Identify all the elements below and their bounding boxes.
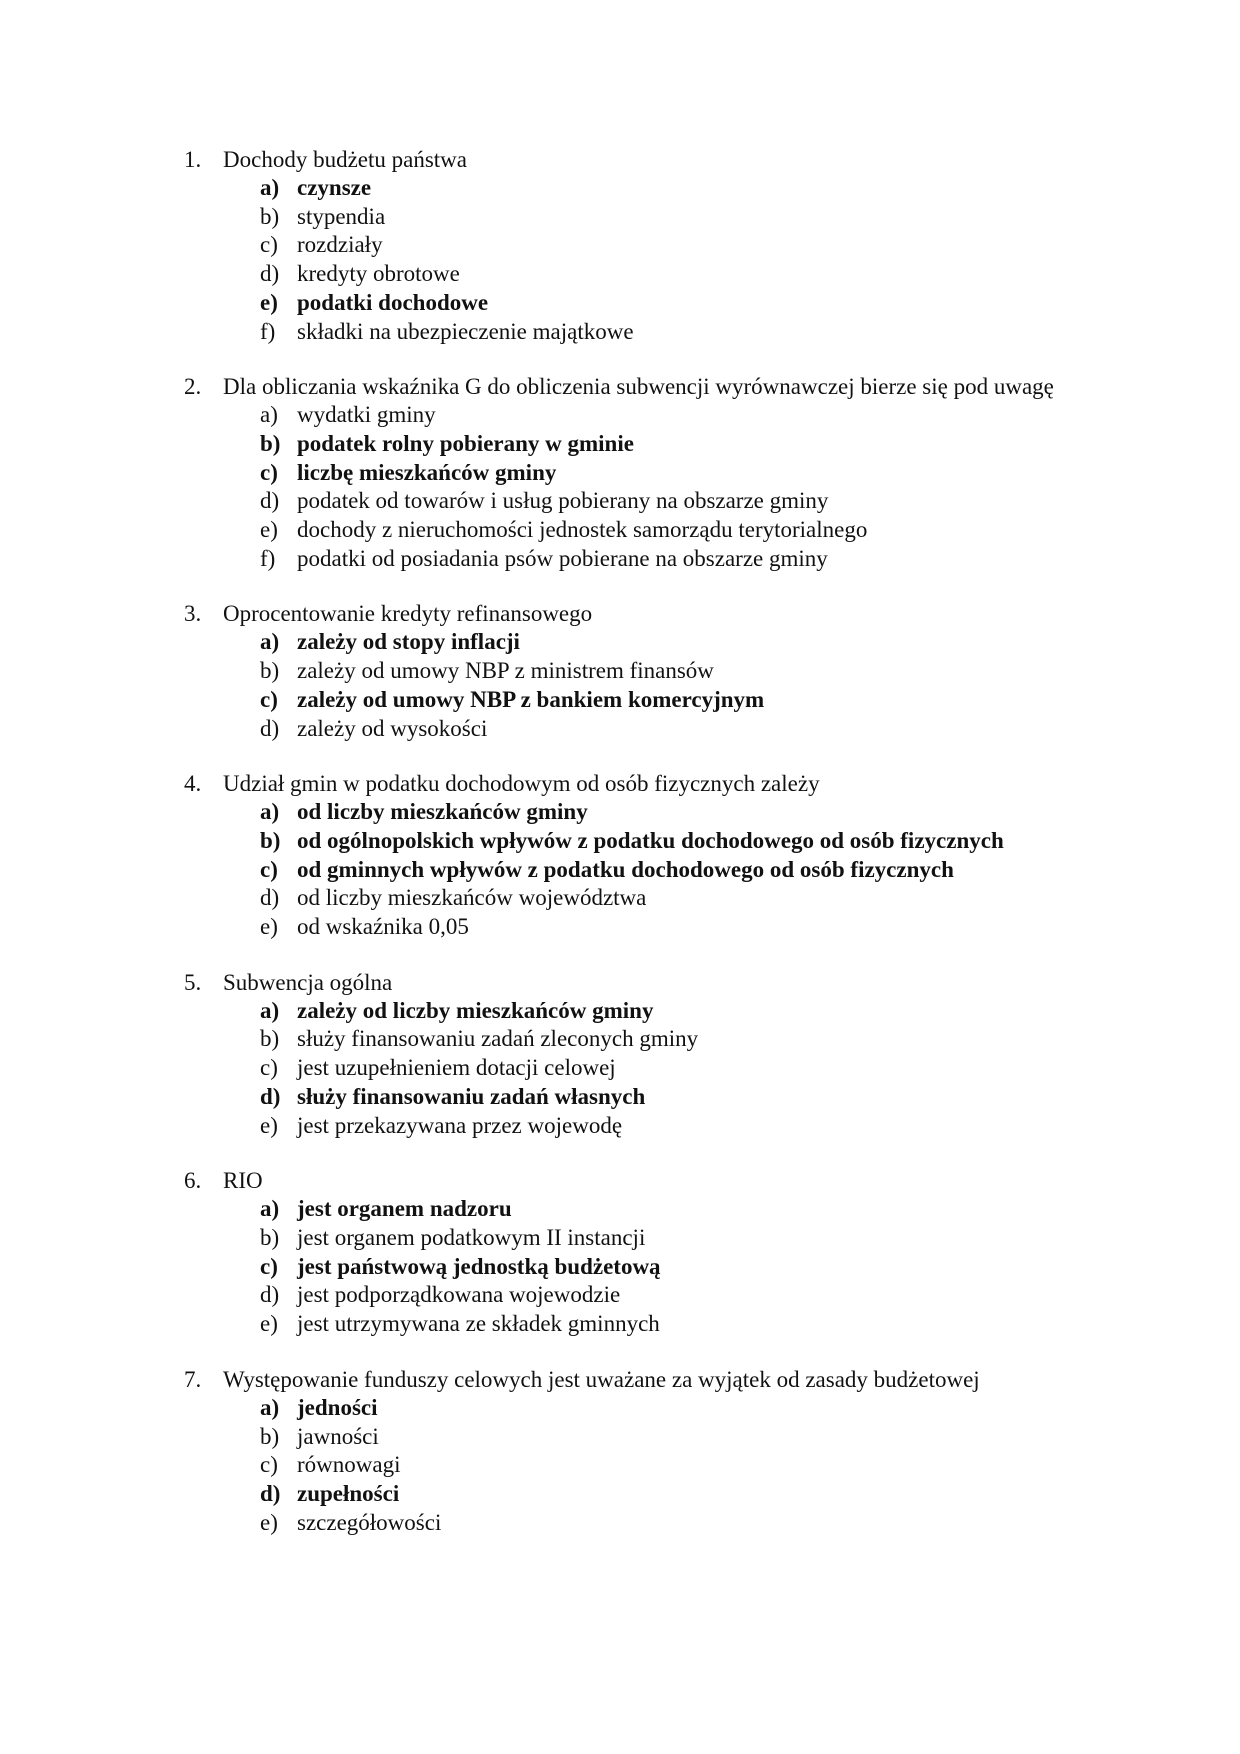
question-number: 2.	[184, 374, 202, 400]
answer-text: jawności	[297, 1423, 379, 1449]
answer-text: służy finansowaniu zadań zleconych gminy	[297, 1026, 699, 1052]
answer-letter: e)	[260, 1112, 278, 1138]
answer-text: zależy od umowy NBP z bankiem komercyjnym	[297, 686, 765, 712]
answer-text: podatki od posiadania psów pobierane na obszarze gminy	[297, 545, 828, 571]
answer-list	[184, 401, 1084, 573]
question-number: 1.	[184, 147, 202, 172]
question-item	[184, 1166, 1084, 1339]
answer-letter: d)	[260, 715, 280, 741]
answer-text: zupełności	[297, 1480, 400, 1506]
answer-option	[260, 401, 1084, 430]
question-number: 3.	[184, 601, 202, 627]
question-item	[184, 372, 1084, 573]
answer-option	[260, 1025, 1084, 1054]
answer-letter: f)	[260, 318, 276, 344]
answer-option	[260, 1509, 1084, 1538]
question-text: Dla obliczania wskaźnika G do obliczenia subwencji wyrównawczej bierze się pod uwagę	[223, 374, 1054, 400]
answer-text: rozdziały	[297, 232, 383, 258]
answer-text: jest przekazywana przez wojewodę	[297, 1112, 623, 1138]
answer-option	[260, 1423, 1084, 1452]
question-number: 6.	[184, 1168, 202, 1194]
question-text: Dochody budżetu państwa	[223, 147, 467, 172]
answer-text: stypendia	[297, 203, 386, 229]
answer-letter: d)	[260, 261, 280, 287]
answer-letter: d)	[260, 1282, 280, 1308]
answer-text: jest podporządkowana wojewodzie	[297, 1282, 621, 1308]
answer-option-correct	[260, 686, 1084, 715]
answer-letter: b)	[260, 1423, 280, 1449]
answer-option	[260, 715, 1084, 744]
answer-option	[260, 1224, 1084, 1253]
answer-text: jest organem podatkowym II instancji	[297, 1224, 646, 1250]
answer-option	[260, 1054, 1084, 1083]
answer-list	[184, 798, 1084, 942]
question-text: RIO	[223, 1168, 263, 1194]
answer-text: podatek rolny pobierany w gminie	[297, 430, 634, 456]
answer-letter: e)	[260, 1509, 278, 1535]
answer-option	[260, 1281, 1084, 1310]
answer-list	[184, 1195, 1084, 1339]
answer-letter: b)	[260, 1224, 280, 1250]
question-item	[184, 769, 1084, 942]
answer-text: od gminnych wpływów z podatku dochodowego od osób fizycznych	[297, 856, 954, 882]
answer-option	[260, 487, 1084, 516]
answer-text: jest państwową jednostką budżetową	[297, 1253, 661, 1279]
question-number: 5.	[184, 969, 202, 995]
answer-letter: d)	[260, 1480, 281, 1506]
answer-option-correct	[260, 289, 1084, 318]
answer-text: szczegółowości	[297, 1509, 442, 1535]
answer-option	[260, 260, 1084, 289]
answer-text: dochody z nieruchomości jednostek samorządu terytorialnego	[297, 517, 868, 543]
answer-option	[260, 1310, 1084, 1339]
answer-option-correct	[260, 459, 1084, 488]
question-text: Udział gmin w podatku dochodowym od osób fizycznych zależy	[223, 771, 820, 797]
answer-option	[260, 318, 1084, 347]
answer-letter: c)	[260, 1055, 278, 1081]
answer-text: od liczby mieszkańców gminy	[297, 799, 588, 825]
answer-letter: a)	[260, 175, 280, 200]
answer-text: służy finansowaniu zadań własnych	[297, 1083, 646, 1109]
answer-option	[260, 203, 1084, 232]
question-item	[184, 145, 1084, 346]
answer-text: jest uzupełnieniem dotacji celowej	[297, 1055, 616, 1081]
answer-option	[260, 657, 1084, 686]
answer-option	[260, 545, 1084, 574]
answer-list	[184, 628, 1084, 743]
answer-letter: a)	[260, 799, 280, 825]
answer-option-correct	[260, 628, 1084, 657]
answer-letter: d)	[260, 1083, 281, 1109]
answer-list	[184, 174, 1084, 346]
answer-letter: d)	[260, 885, 280, 911]
answer-text: wydatki gminy	[297, 402, 436, 428]
answer-letter: a)	[260, 402, 278, 428]
answer-option	[260, 516, 1084, 545]
answer-letter: a)	[260, 997, 280, 1023]
answer-text: zależy od wysokości	[297, 715, 488, 741]
answer-letter: d)	[260, 488, 280, 514]
answer-text: równowagi	[297, 1452, 401, 1478]
answer-option-correct	[260, 1253, 1084, 1282]
answer-option-correct	[260, 798, 1084, 827]
answer-letter: b)	[260, 203, 280, 229]
answer-list	[184, 1394, 1084, 1538]
answer-letter: c)	[260, 1452, 278, 1478]
answer-letter: b)	[260, 1026, 280, 1052]
answer-text: składki na ubezpieczenie majątkowe	[297, 318, 634, 344]
answer-text: podatek od towarów i usług pobierany na obszarze gminy	[297, 488, 829, 514]
question-text: Oprocentowanie kredyty refinansowego	[223, 601, 593, 627]
answer-letter: e)	[260, 1311, 278, 1337]
answer-option-correct	[260, 1480, 1084, 1509]
answer-option-correct	[260, 1394, 1084, 1423]
answer-letter: c)	[260, 459, 278, 485]
answer-option-correct	[260, 1195, 1084, 1224]
question-text: Subwencja ogólna	[223, 969, 393, 995]
answer-option-correct	[260, 174, 1084, 203]
answer-option-correct	[260, 1083, 1084, 1112]
answer-letter: e)	[260, 914, 278, 940]
answer-text: od ogólnopolskich wpływów z podatku dochodowego od osób fizycznych	[297, 827, 1004, 853]
question-item	[184, 968, 1084, 1141]
answer-text: od liczby mieszkańców województwa	[297, 885, 647, 911]
answer-letter: b)	[260, 658, 280, 684]
answer-option-correct	[260, 430, 1084, 459]
answer-option-correct	[260, 997, 1084, 1026]
answer-option-correct	[260, 827, 1084, 856]
answer-letter: a)	[260, 1196, 280, 1222]
answer-list	[184, 997, 1084, 1141]
question-number: 4.	[184, 771, 202, 797]
answer-text: zależy od liczby mieszkańców gminy	[297, 997, 654, 1023]
question-item	[184, 1365, 1084, 1538]
answer-option	[260, 1112, 1084, 1141]
answer-letter: c)	[260, 232, 278, 258]
answer-letter: e)	[260, 289, 278, 315]
question-item	[184, 599, 1084, 743]
answer-option	[260, 913, 1084, 942]
answer-text: zależy od umowy NBP z ministrem finansów	[297, 658, 714, 684]
answer-text: zależy od stopy inflacji	[297, 629, 520, 655]
answer-letter: c)	[260, 686, 278, 712]
answer-letter: b)	[260, 827, 281, 853]
answer-letter: a)	[260, 1394, 280, 1420]
answer-text: jest organem nadzoru	[297, 1196, 512, 1222]
answer-letter: b)	[260, 430, 281, 456]
question-text: Występowanie funduszy celowych jest uważane za wyjątek od zasady budżetowej	[223, 1366, 980, 1392]
answer-text: liczbę mieszkańców gminy	[297, 459, 557, 485]
answer-text: podatki dochodowe	[297, 289, 489, 315]
answer-text: czynsze	[297, 175, 372, 200]
answer-text: od wskaźnika 0,05	[297, 914, 469, 940]
answer-option	[260, 884, 1084, 913]
answer-option	[260, 1451, 1084, 1480]
answer-text: kredyty obrotowe	[297, 261, 460, 287]
answer-letter: c)	[260, 856, 278, 882]
question-list	[184, 145, 1084, 1563]
answer-option-correct	[260, 856, 1084, 885]
answer-text: jest utrzymywana ze składek gminnych	[297, 1311, 660, 1337]
answer-letter: f)	[260, 545, 276, 571]
answer-letter: a)	[260, 629, 280, 655]
question-number: 7.	[184, 1366, 202, 1392]
answer-letter: e)	[260, 517, 278, 543]
answer-text: jedności	[297, 1394, 378, 1420]
answer-option	[260, 231, 1084, 260]
answer-letter: c)	[260, 1253, 278, 1279]
